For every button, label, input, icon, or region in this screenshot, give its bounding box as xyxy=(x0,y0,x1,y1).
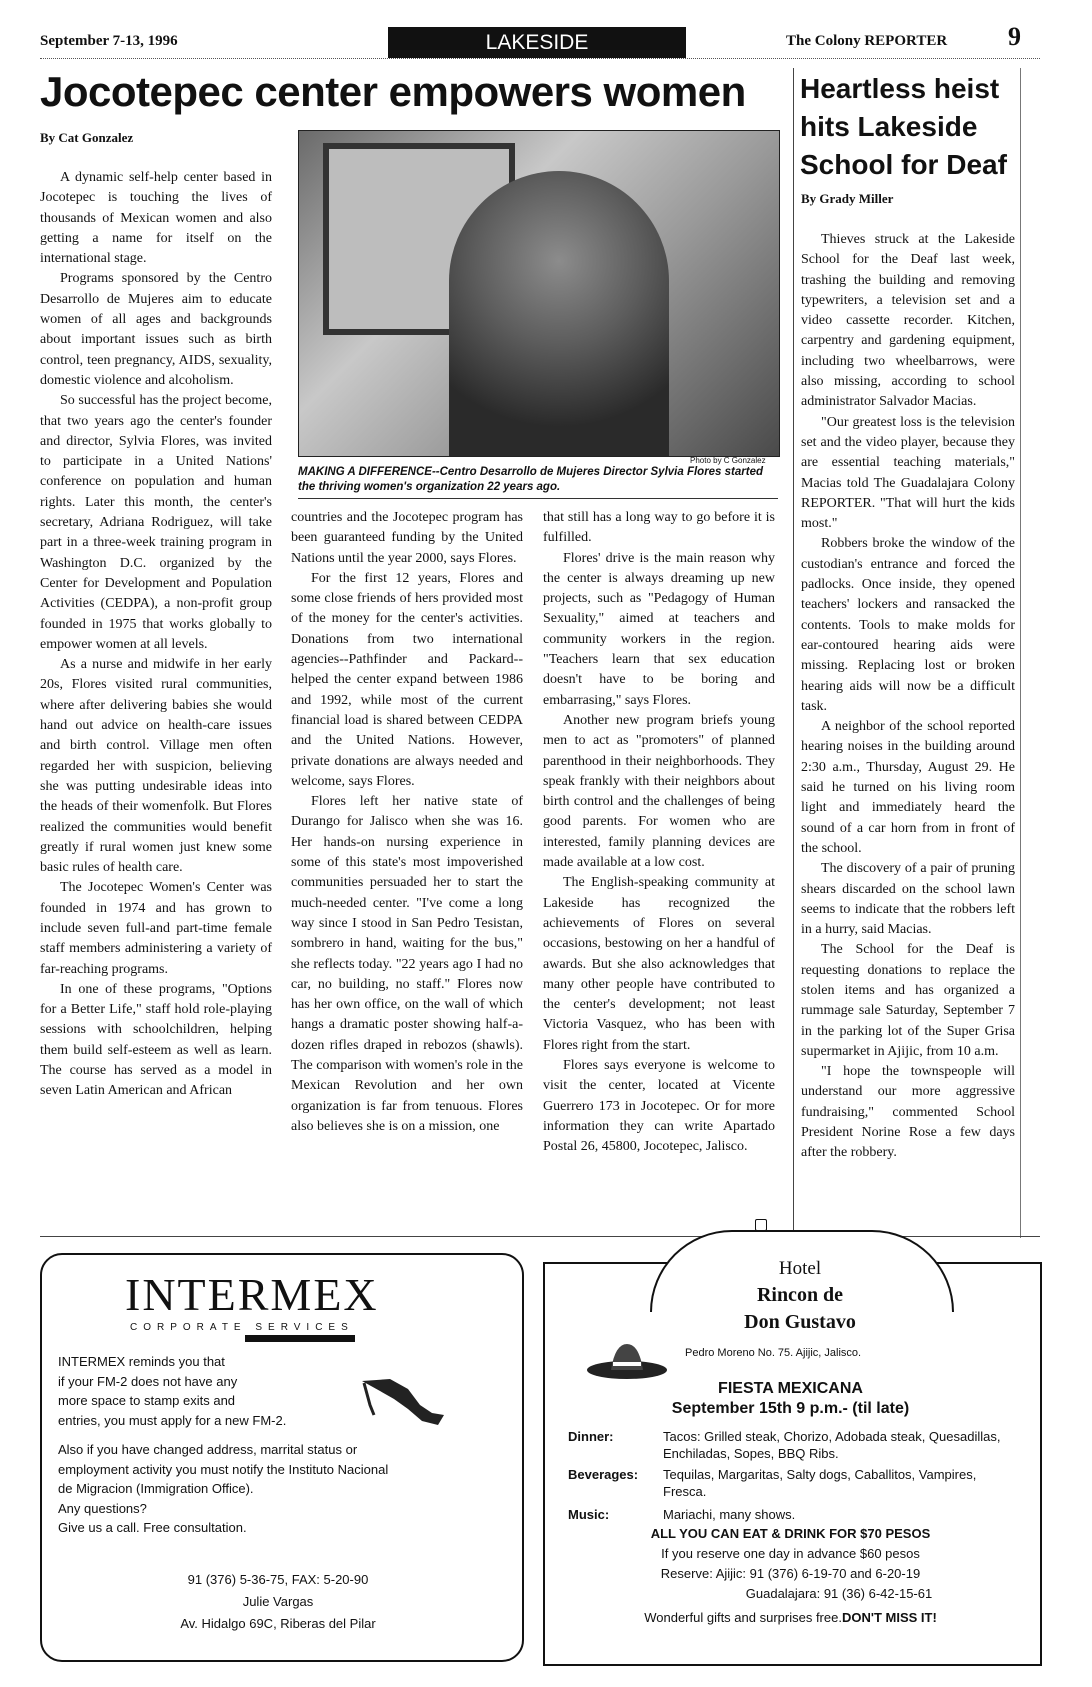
paragraph: In one of these programs, "Options for a Better Life," staff hold role-playing sessions with schoolchildren, helping them build self-esteem as well as learn. The course has served as a model in seven Latin American and African xyxy=(40,981,272,1099)
reserve-line-2: Guadalajara: 91 (36) 6-42-15-61 xyxy=(745,1586,933,1601)
ad-line: entries, you must apply for a new FM-2. xyxy=(58,1412,287,1428)
caption-rule xyxy=(298,498,778,499)
intermex-notice-1 xyxy=(58,1352,448,1538)
ad-line: Give us a call. Free consultation. xyxy=(58,1520,247,1535)
logo-bar xyxy=(245,1335,355,1342)
intermex-phone: 91 (376) 5-36-75, FAX: 5-20-90 xyxy=(187,1572,369,1587)
reserve-line: Reserve: Ajijic: 91 (376) 6-19-70 and 6-20-19 xyxy=(660,1566,921,1581)
header-rule xyxy=(40,58,1040,59)
paper-name: The Colony REPORTER xyxy=(786,33,948,49)
paragraph: "Our greatest loss is the television set and the video player, because they are essential teaching materials," Macias told The Guadalajara Colony REPORTER. "That will hurt the kids most." xyxy=(801,414,1015,532)
event-date: September 15th 9 p.m.- (til late) xyxy=(671,1400,910,1417)
intermex-contact: Julie Vargas xyxy=(242,1594,314,1609)
ad-line: Also if you have changed address, marrital status or xyxy=(58,1442,358,1457)
ad-line: employment activity you must notify the Instituto Nacional xyxy=(58,1461,389,1477)
closing-emphasis: DON'T MISS IT! xyxy=(841,1610,937,1625)
music-items: Mariachi, many shows. xyxy=(663,1507,796,1522)
ad-line: more space to stamp exits and xyxy=(58,1393,236,1408)
hotel-address: Pedro Moreno No. 75. Ajijic, Jalisco. xyxy=(685,1347,862,1359)
beverages-items: Tequilas, Margaritas, Salty dogs, Caballitos, Vampires, Fresca. xyxy=(663,1467,977,1499)
beverages-label: Beverages: xyxy=(568,1467,639,1482)
ad-line: INTERMEX reminds you that xyxy=(58,1354,225,1369)
closing-text: Wonderful gifts and surprises free. xyxy=(644,1610,842,1625)
main-headline: Jocotepec center empowers women xyxy=(40,68,746,115)
paragraph: Flores says everyone is welcome to visit the center, located at Vicente Guerrero 173 in Jocotepec. Or for more information they can write Apartado Postal 26, 45800, Jocotepec, Jalisco. xyxy=(543,1058,775,1155)
sidebar-byline: By Grady Miller xyxy=(801,191,894,206)
dinner-items: Tacos: Grilled steak, Chorizo, Adobada steak, Quesadillas, Enchiladas, Sopes, BBQ Ribs. xyxy=(663,1429,1001,1461)
paragraph: The discovery of a pair of pruning shears discarded on the school lawn seems to indicate that the robbers left in a hurry, said Macias. xyxy=(801,861,1015,938)
paragraph: For the first 12 years, Flores and some close friends of hers provided most of the money for the center's activities. Donations from two international agencies--Pathfinder and Packard--helped the center expand between 1986 and 1992, while most of the current financial load is shared between CEDPA and the United Nations. However, private donations are always needed and welcome, says Flores. xyxy=(291,570,523,789)
hotel-name-2: Don Gustavo xyxy=(744,1311,856,1333)
paragraph: The English-speaking community at Lakeside has recognized the achievements of Flores on several occasions, bestowing on her a handful of awards. But she also acknowledges that many other people have contributed to the center's development; not least Victoria Vasquez, who has been with Flores right from the start. xyxy=(543,875,775,1053)
intermex-subtitle: CORPORATE SERVICES xyxy=(130,1322,354,1333)
article-column-2 xyxy=(291,508,523,1137)
sombrero-icon xyxy=(585,1340,670,1382)
ad-line: Any questions? xyxy=(58,1500,147,1516)
intermex-logo: INTERMEX xyxy=(125,1269,379,1320)
paragraph: countries and the Jocotepec program has been guaranteed funding by the United Nations until the year 2000, says Flores. xyxy=(291,510,523,566)
sidebar-column xyxy=(801,230,1015,1164)
paragraph: The School for the Deaf is requesting donations to replace the stolen items and has organized a rummage sale Saturday, September 7 in the parking lot of the Super Grisa supermarket in Ajijic, from 10 a.m. xyxy=(801,942,1015,1059)
paragraph: A dynamic self-help center based in Jocotepec is touching the lives of thousands of Mexican women and also getting a name for itself on the international stage. xyxy=(40,170,272,267)
main-byline: By Cat Gonzalez xyxy=(40,130,134,145)
paragraph: Programs sponsored by the Centro Desarrollo de Mujeres aim to educate women of all ages and backgrounds about important issues such as birth control, teen pregnancy, AIDS, sexuality, domestic violence and alcoholism. xyxy=(40,271,272,388)
photo-subject xyxy=(449,171,669,457)
issue-date: September 7-13, 1996 xyxy=(40,33,178,49)
sidebar-headline: Heartless heist hits Lakeside School for Deaf xyxy=(800,73,1007,180)
paragraph: Another new program briefs young men to act as "promoters" of planned parenthood in their neighborhoods. They speak frankly with their neighbors about birth control and the challenges of being good parents. For women who are interested, family planning devices are made available at a low cost. xyxy=(543,712,775,871)
article-column-3 xyxy=(543,508,775,1158)
article-photo xyxy=(298,130,780,457)
menu-music xyxy=(568,1506,1028,1523)
menu-beverages xyxy=(568,1466,1028,1500)
dinner-label: Dinner: xyxy=(568,1429,614,1444)
photo-caption: MAKING A DIFFERENCE--Centro Desarrollo de Mujeres Director Sylvia Flores started the thriving women's organization 22 years ago. xyxy=(298,466,763,493)
paragraph: A neighbor of the school reported hearing noises in the building around 2:30 a.m., Thursday, August 29. He said he turned on his living room light and immediately heard the sound of a car horn from in front of the school. xyxy=(801,719,1015,856)
advance-line: If you reserve one day in advance $60 pesos xyxy=(661,1546,920,1561)
paragraph: that still has a long way to go before it is fulfilled. xyxy=(543,510,775,546)
paragraph: Robbers broke the window of the custodian's entrance and forced the padlocks. Once inside, they opened teachers' lockers and ransacked the contents. Tools to make molds for ear-contoured hearing aids were missing. Replacing lost or broken hearing aids will now be a difficult task. xyxy=(801,536,1015,714)
paragraph: Flores' drive is the main reason why the center is always dreaming up new projects, such as "Pedagogy of Human Sexuality," aimed at teachers and community workers in the region. "Teachers learn that sex education doesn't have to be boring and embarrasing," says Flores. xyxy=(543,550,775,708)
ad-line: de Migracion (Immigration Office). xyxy=(58,1481,254,1496)
paragraph: Thieves struck at the Lakeside School for the Deaf last week, trashing the building and removing typewriters, a television set and a video cassette recorder. Kitchen, carpentry and gardening equipment, including two wheelbarrows, were also missing, according to school administrator Salvador Macias. xyxy=(801,232,1015,410)
photo-credit: Photo by C Gonzalez xyxy=(690,456,766,465)
article-column-1 xyxy=(40,168,272,1102)
music-label: Music: xyxy=(568,1507,610,1522)
paragraph: As a nurse and midwife in her early 20s, Flores visited rural communities, where after delivering babies she would hand out advice on health-care issues and birth control. Village men often regarded her with suspicion, believing she was putting undesirable ideas into the heads of their womenfolk. But Flores realized the communities would benefit greatly if rural women just knew some basic rules of health care. xyxy=(40,657,272,876)
closing-line xyxy=(543,1610,1038,1625)
paragraph: "I hope the townspeople will understand our more aggressive fundraising," commented School President Norine Rose a few days after the robbery. xyxy=(801,1064,1015,1161)
paragraph: Flores left her native state of Durango for Jalisco when she was 16. Her hands-on nursing experience in some of this state's most impoverished communities persuaded her to start the much-needed center. "I've come a long way since I stood in San Pedro Tesistan, sombrero in hand, waiting for the bus," she reflects today. "22 years ago I had no car, no building, no staff." Flores now has her own office, on the wall of which hangs a dramatic poster showing half-a-dozen rifles draped in rebozos (shawls). The comparison with women's role in the Mexican Revolution and her own organization is far from tenuous. Flores also believes she is on a mission, one xyxy=(291,794,523,1134)
ad-line: if your FM-2 does not have any xyxy=(58,1373,238,1389)
menu-dinner xyxy=(568,1428,1028,1462)
paragraph: So successful has the project become, that two years ago the center's founder and director, Sylvia Flores, was invited to participate in a United Nations' conference on population and human rights. Later this month, the center's secretary, Adriana Rodriguez, will take part in a three-week training program in Washington D.C. organized by the Center for Development and Population Activities (CEDPA), a non-profit group founded in 1975 that works globally to empower women at all levels. xyxy=(40,393,272,652)
hotel-label: Hotel xyxy=(778,1258,822,1279)
section-banner: LAKESIDE xyxy=(388,27,686,58)
offer-line: ALL YOU CAN EAT & DRINK FOR $70 PESOS xyxy=(650,1526,931,1541)
hotel-name-1: Rincon de xyxy=(756,1284,844,1306)
event-title: FIESTA MEXICANA xyxy=(718,1380,863,1397)
page-number: 9 xyxy=(1008,22,1021,51)
paragraph: The Jocotepec Women's Center was founded in 1974 and has grown to include seven full-and part-time female staff members administering a variety of far-reaching programs. xyxy=(40,880,272,977)
intermex-address: Av. Hidalgo 69C, Riberas del Pilar xyxy=(180,1616,376,1631)
